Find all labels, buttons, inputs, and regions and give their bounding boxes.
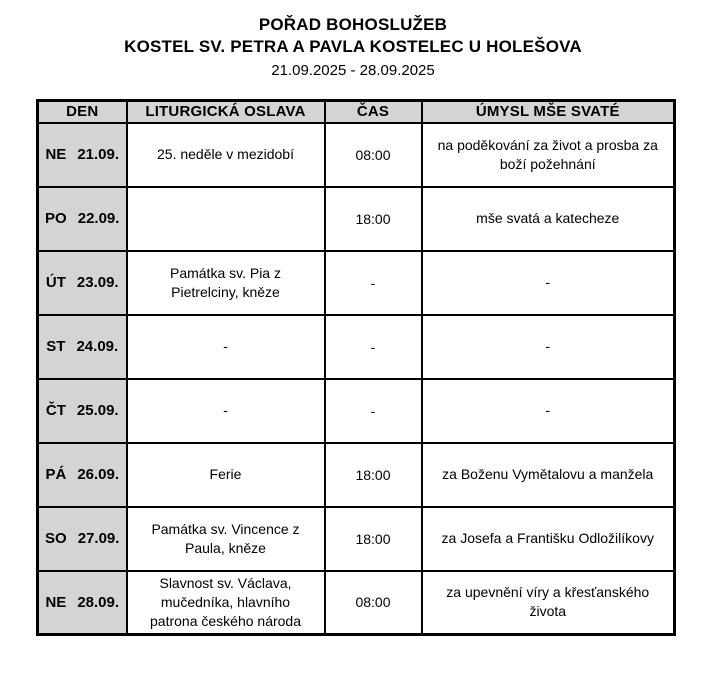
- day-date: 27.09.: [77, 530, 120, 547]
- day-date: 24.09.: [76, 338, 119, 355]
- column-header-day: DEN: [38, 101, 127, 123]
- day-cell: [38, 379, 127, 443]
- day-cell: [38, 187, 127, 251]
- day-abbr: ST: [46, 338, 66, 355]
- day-abbr: SO: [45, 530, 67, 547]
- intention-cell: na poděkování za život a prosba za boží požehnání: [422, 123, 675, 187]
- day-cell: [38, 507, 127, 571]
- time-cell: 18:00: [325, 507, 422, 571]
- column-header-celebration: LITURGICKÁ OSLAVA: [127, 101, 325, 123]
- celebration-cell: Památka sv. Vincence z Paula, kněze: [127, 507, 325, 571]
- intention-cell: mše svatá a katecheze: [422, 187, 675, 251]
- day-abbr: NE: [45, 146, 67, 163]
- day-date: 26.09.: [77, 466, 120, 483]
- celebration-cell: Ferie: [127, 443, 325, 507]
- table-row: [38, 507, 675, 571]
- page-title: POŘAD BOHOSLUŽEB: [258, 15, 448, 34]
- intention-cell: -: [422, 379, 675, 443]
- celebration-cell: Památka sv. Pia z Pietrelciny, kněze: [127, 251, 325, 315]
- time-cell: 18:00: [325, 187, 422, 251]
- celebration-cell: [127, 187, 325, 251]
- column-header-time: ČAS: [325, 101, 422, 123]
- table-row: [38, 251, 675, 315]
- column-header-intention: ÚMYSL MŠE SVATÉ: [422, 101, 675, 123]
- day-cell: [38, 251, 127, 315]
- celebration-cell: 25. neděle v mezidobí: [127, 123, 325, 187]
- time-cell: -: [325, 315, 422, 379]
- table-header-row: [38, 101, 675, 123]
- day-date: 22.09.: [77, 210, 120, 227]
- day-cell: [38, 571, 127, 635]
- day-date: 25.09.: [76, 402, 119, 419]
- time-cell: 08:00: [325, 571, 422, 635]
- day-cell: [38, 315, 127, 379]
- celebration-cell: -: [127, 379, 325, 443]
- celebration-cell: Slavnost sv. Václava, mučedníka, hlavního patrona českého národa: [127, 571, 325, 635]
- intention-cell: -: [422, 251, 675, 315]
- time-cell: -: [325, 379, 422, 443]
- table-row: [38, 187, 675, 251]
- day-date: 23.09.: [76, 274, 119, 291]
- time-cell: -: [325, 251, 422, 315]
- day-abbr: PO: [45, 210, 67, 227]
- day-abbr: PÁ: [45, 466, 67, 483]
- schedule-table: [36, 99, 676, 636]
- day-abbr: NE: [45, 593, 67, 611]
- day-abbr: ÚT: [45, 274, 66, 291]
- church-name: KOSTEL SV. PETRA A PAVLA KOSTELEC U HOLEŠOVA: [124, 37, 582, 56]
- day-abbr: ČT: [45, 402, 66, 419]
- time-cell: 18:00: [325, 443, 422, 507]
- table-row: [38, 443, 675, 507]
- day-date: 28.09.: [77, 593, 120, 611]
- intention-cell: za upevnění víry a křesťanského života: [422, 571, 675, 635]
- day-date: 21.09.: [77, 146, 120, 163]
- table-row: [38, 315, 675, 379]
- day-cell: [38, 443, 127, 507]
- intention-cell: za Josefa a Františku Odložilíkovy: [422, 507, 675, 571]
- date-range: 21.09.2025 - 28.09.2025: [271, 62, 435, 79]
- intention-cell: -: [422, 315, 675, 379]
- table-row: [38, 123, 675, 187]
- day-cell: [38, 123, 127, 187]
- table-row: [38, 571, 675, 635]
- intention-cell: za Boženu Vymětalovu a manžela: [422, 443, 675, 507]
- table-row: [38, 379, 675, 443]
- celebration-cell: -: [127, 315, 325, 379]
- time-cell: 08:00: [325, 123, 422, 187]
